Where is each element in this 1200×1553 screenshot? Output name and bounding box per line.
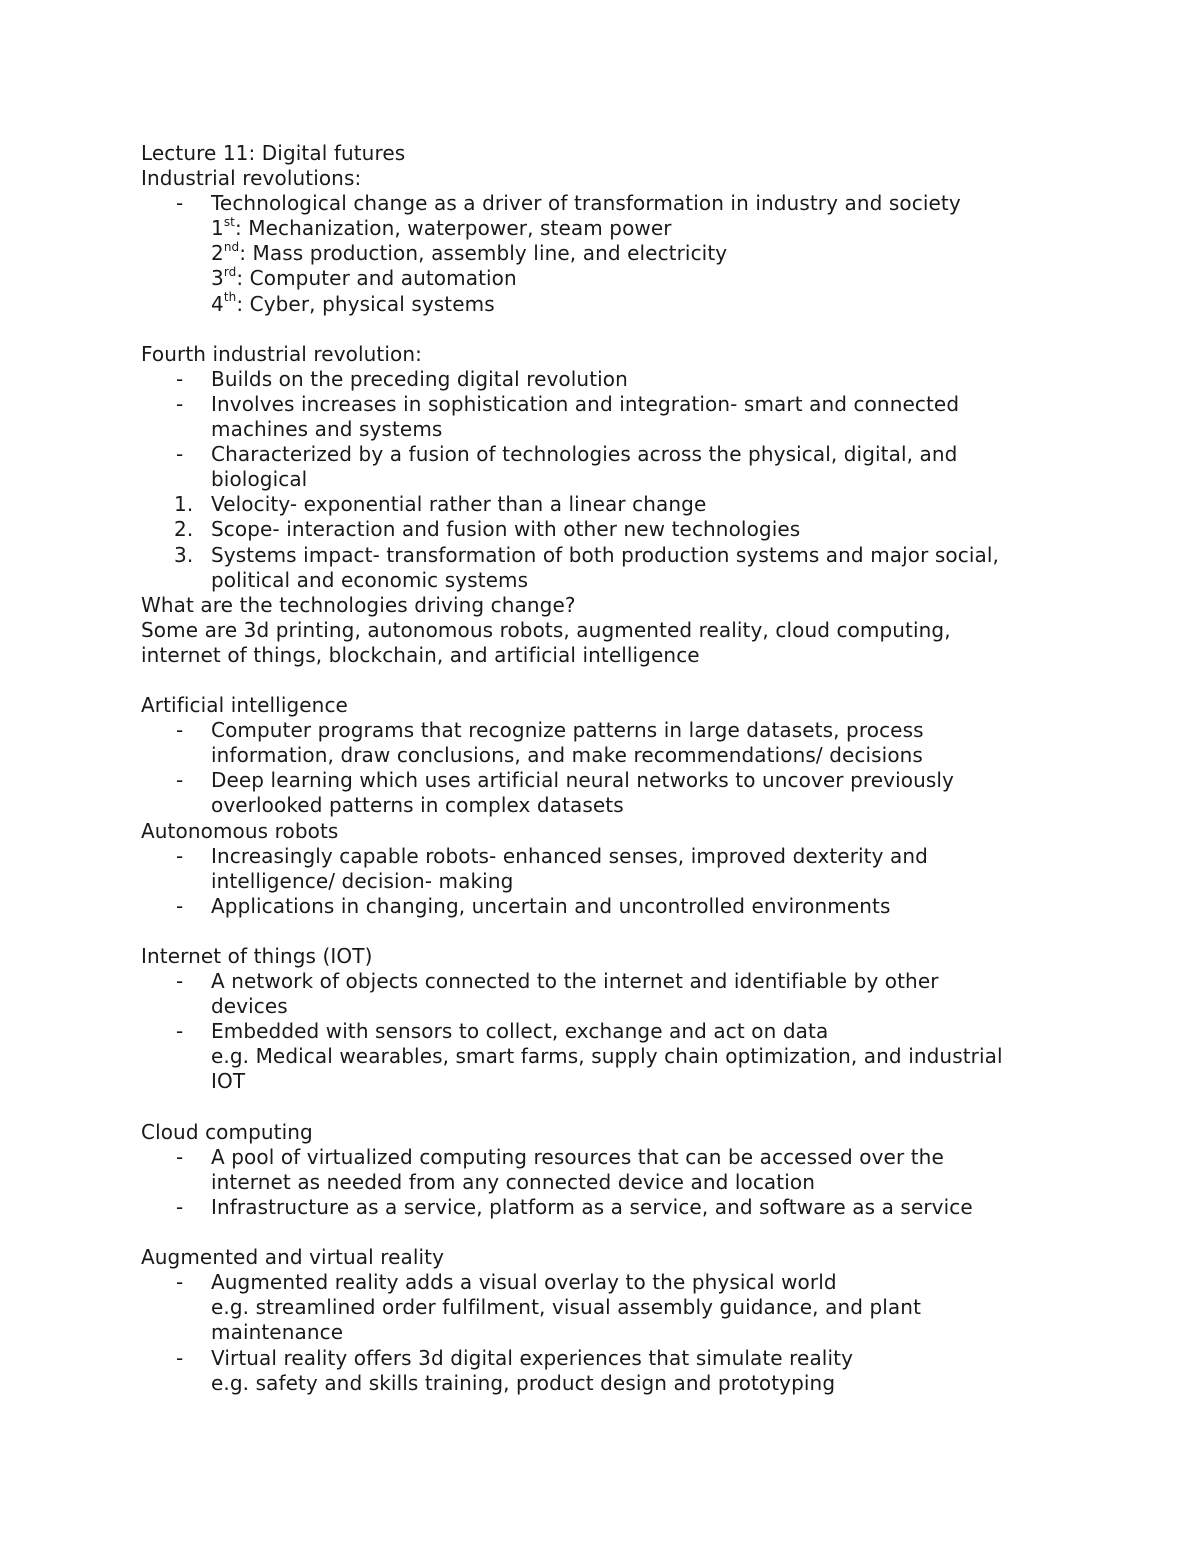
list-item: - Computer programs that recognize patterns in large datasets, process bbox=[176, 718, 924, 743]
list-item-continuation: intelligence/ decision- making bbox=[211, 868, 514, 893]
answer-line: internet of things, blockchain, and artificial intelligence bbox=[141, 642, 700, 667]
numbered-item: 1. Velocity- exponential rather than a linear change bbox=[174, 492, 707, 517]
list-item-continuation: internet as needed from any connected device and location bbox=[211, 1169, 816, 1194]
revolution-item: 1st: Mechanization, waterpower, steam power bbox=[211, 214, 672, 241]
list-item: - A network of objects connected to the internet and identifiable by other bbox=[176, 969, 939, 994]
example-line: IOT bbox=[211, 1069, 246, 1094]
list-item bbox=[141, 191, 1071, 216]
spacer bbox=[141, 668, 1071, 693]
revolution-item: 2nd: Mass production, assembly line, and electricity bbox=[211, 239, 728, 266]
list-item-continuation: devices bbox=[211, 994, 288, 1019]
list-item: - Increasingly capable robots- enhanced senses, improved dexterity and bbox=[176, 843, 928, 868]
list-item-continuation: overlooked patterns in complex datasets bbox=[211, 793, 624, 818]
numbered-item: 3. Systems impact- transformation of both production systems and major social, bbox=[174, 542, 999, 567]
spacer bbox=[141, 1095, 1071, 1120]
list-item-continuation: biological bbox=[211, 467, 308, 492]
section-heading-ai: Artificial intelligence bbox=[141, 693, 348, 718]
example-line: e.g. Medical wearables, smart farms, supply chain optimization, and industrial bbox=[211, 1044, 1003, 1069]
section-heading-arvr: Augmented and virtual reality bbox=[141, 1245, 445, 1270]
list-item: - Builds on the preceding digital revolution bbox=[176, 366, 628, 391]
revolution-item: 4th: Cyber, physical systems bbox=[211, 289, 495, 316]
list-item: - Virtual reality offers 3d digital experiences that simulate reality bbox=[176, 1345, 854, 1370]
list-item-continuation: machines and systems bbox=[211, 417, 443, 442]
dash-marker: - bbox=[176, 191, 184, 216]
page-title: Lecture 11: Digital futures bbox=[141, 141, 406, 165]
section-heading-robots: Autonomous robots bbox=[141, 818, 339, 843]
list-item: - Augmented reality adds a visual overlay to the physical world bbox=[176, 1270, 837, 1295]
list-item: - Applications in changing, uncertain and uncontrolled environments bbox=[176, 893, 891, 918]
list-item: - Embedded with sensors to collect, exchange and act on data bbox=[176, 1019, 829, 1044]
list-item: - A pool of virtualized computing resources that can be accessed over the bbox=[176, 1144, 944, 1169]
spacer bbox=[141, 317, 1071, 342]
numbered-item: 2. Scope- interaction and fusion with other new technologies bbox=[174, 517, 801, 542]
section-heading-iot: Internet of things (IOT) bbox=[141, 944, 373, 968]
document-body bbox=[141, 141, 1071, 1396]
list-item: - Infrastructure as a service, platform as a service, and software as a service bbox=[176, 1194, 973, 1219]
example-line: maintenance bbox=[211, 1320, 344, 1345]
numbered-item-continuation: political and economic systems bbox=[211, 567, 529, 592]
list-item-continuation: information, draw conclusions, and make recommendations/ decisions bbox=[211, 743, 923, 768]
revolution-item: 3rd: Computer and automation bbox=[211, 264, 517, 291]
list-item-text: Technological change as a driver of transformation in industry and society bbox=[211, 191, 961, 216]
list-item: - Characterized by a fusion of technologies across the physical, digital, and bbox=[176, 442, 958, 467]
section-heading-fourth: Fourth industrial revolution: bbox=[141, 341, 422, 366]
spacer bbox=[141, 919, 1071, 944]
section-heading-cloud: Cloud computing bbox=[141, 1119, 313, 1144]
section-heading-industrial: Industrial revolutions: bbox=[141, 166, 362, 191]
answer-line: Some are 3d printing, autonomous robots, augmented reality, cloud computing, bbox=[141, 617, 951, 642]
example-line: e.g. streamlined order fulfilment, visual assembly guidance, and plant bbox=[211, 1295, 922, 1320]
list-item: - Involves increases in sophistication and integration- smart and connected bbox=[176, 391, 960, 416]
spacer bbox=[141, 1220, 1071, 1245]
list-item: - Deep learning which uses artificial neural networks to uncover previously bbox=[176, 768, 954, 793]
question-line: What are the technologies driving change? bbox=[141, 592, 576, 617]
example-line: e.g. safety and skills training, product design and prototyping bbox=[211, 1370, 836, 1395]
